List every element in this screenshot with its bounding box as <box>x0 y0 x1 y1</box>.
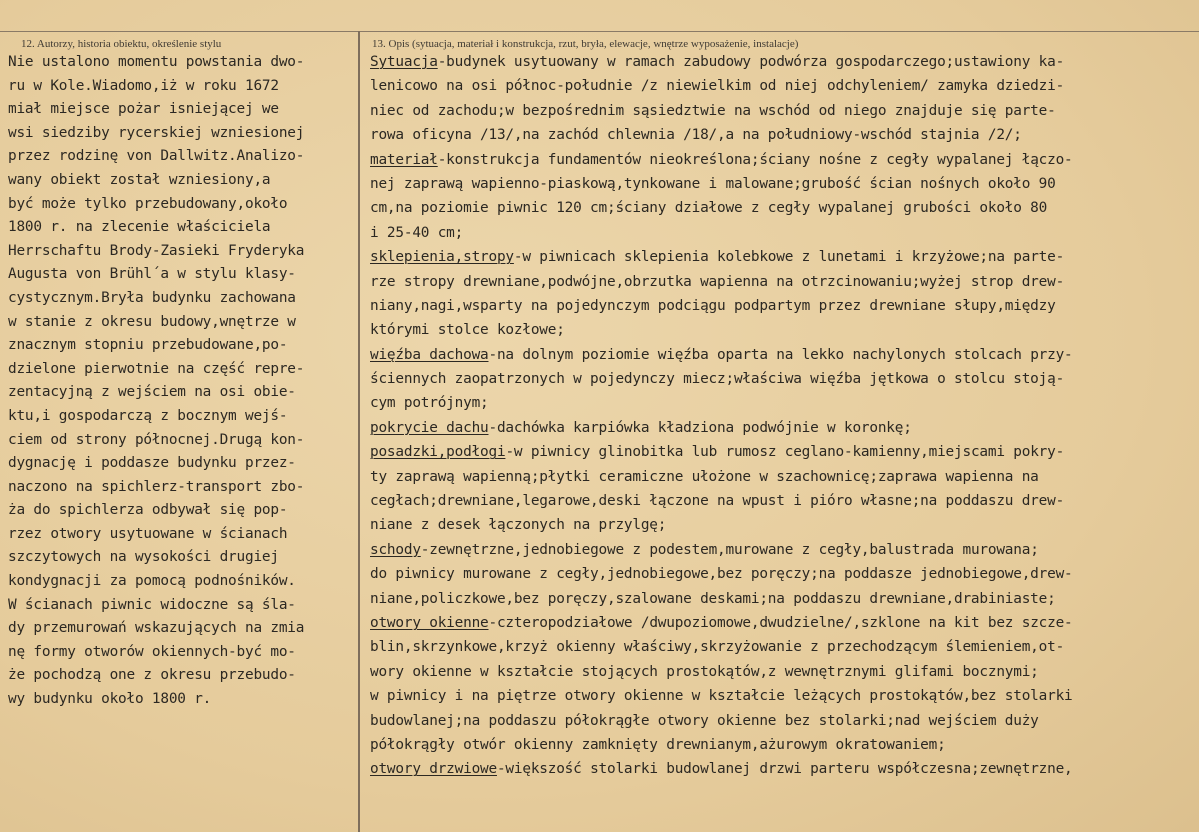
description-text-line <box>370 318 1198 342</box>
description-text: niany,nagi,wsparty na pojedynczym podciągu podpartym przez drewniane słupy,między <box>370 297 1056 314</box>
section-keyword: sklepienia,stropy <box>370 249 514 266</box>
section-keyword: otwory drzwiowe <box>370 761 497 778</box>
description-text: niane z desek łączonych na przylgę; <box>370 517 667 534</box>
section-keyword: otwory okienne <box>370 614 489 631</box>
description-text-line <box>370 587 1198 611</box>
description-text-line <box>370 489 1198 513</box>
description-text: blin,skrzynkowe,krzyż okienny właściwy,skrzyżowanie z przechodzącym ślemieniem,ot- <box>370 639 1065 656</box>
description-text: do piwnicy murowane z cegły,jednobiegowe,bez poręczy;na poddasze jednobiegowe,drew- <box>370 566 1073 583</box>
description-text-line <box>370 270 1198 294</box>
description-text-line <box>370 50 1198 74</box>
history-text-line: dy przemurowań wskazujących na zmia <box>8 620 305 637</box>
history-text-line: Nie ustalono momentu powstania dwo- <box>8 54 305 70</box>
description-text-line <box>370 391 1198 415</box>
description-text: i 25-40 cm; <box>370 224 464 241</box>
history-text-line: zentacyjną z wejściem na osi obie- <box>8 384 296 401</box>
description-text-line <box>370 538 1198 562</box>
section-keyword: materiał <box>370 151 438 168</box>
section-keyword: posadzki,podłogi <box>370 444 506 461</box>
description-text: -konstrukcja fundamentów nieokreślona;ściany nośne z cegły wypalanej łączo- <box>437 151 1073 168</box>
description-text: -dachówka karpiówka kładziona podwójnie w koronkę; <box>488 419 912 436</box>
description-text-line <box>370 611 1198 635</box>
description-text: -większość stolarki budowlanej drzwi parteru współczesna;zewnętrzne, <box>496 761 1073 778</box>
description-text: cym potrójnym; <box>370 395 489 412</box>
history-text-line: znacznym stopniu przebudowane,po- <box>8 337 288 354</box>
description-text: cm,na poziomie piwnic 120 cm;ściany działowe z cegły wypalanej grubości około 80 <box>370 200 1048 217</box>
history-column <box>8 51 353 712</box>
description-text-line <box>370 416 1198 440</box>
description-text-line <box>370 99 1198 123</box>
history-text-line: dzielone pierwotnie na część repre- <box>8 360 305 377</box>
history-text-line: wsi siedziby rycerskiej wzniesionej <box>8 124 305 141</box>
history-text-line: być może tylko przebudowany,około <box>8 195 288 212</box>
description-text: którymi stolce kozłowe; <box>370 322 565 339</box>
history-text-line: ru w Kole.Wiadomo,iż w roku 1672 <box>8 77 279 94</box>
description-text-line <box>370 660 1198 684</box>
description-text: -czteropodziałowe /dwupoziomowe,dwudzielne/,szklone na kit bez szcze- <box>488 614 1073 631</box>
description-text: rowa oficyna /13/,na zachód chlewnia /18/,a na południowy-wschód stajnia /2/; <box>370 127 1022 144</box>
description-text-line <box>370 148 1198 172</box>
description-text-line <box>370 123 1198 147</box>
description-text: -zewnętrzne,jednobiegowe z podestem,murowane z cegły,balustrada murowana; <box>420 541 1039 558</box>
description-text-line <box>370 757 1198 781</box>
description-text-line <box>370 635 1198 659</box>
description-text-line <box>370 709 1198 733</box>
section-12-header: 12. Autorzy, historia obiektu, określenie stylu <box>21 38 222 50</box>
description-text: -na dolnym poziomie więźba oparta na lekko nachylonych stolcach przy- <box>488 346 1073 363</box>
description-text: -w piwnicy glinobitka lub rumosz ceglano-kamienny,miejscami pokry- <box>505 444 1065 461</box>
description-text: lenicowo na osi północ-południe /z niewielkim od niej odchyleniem/ zamyka dziedzi- <box>370 78 1065 95</box>
description-text: -budynek usytuowany w ramach zabudowy podwórza gospodarczego;ustawiony ka- <box>437 54 1065 70</box>
section-keyword: Sytuacja <box>370 54 438 70</box>
history-text-line: kondygnacji za pomocą podnośników. <box>8 573 296 590</box>
description-text: cegłach;drewniane,legarowe,deski łączone na wpust i pióro własne;na poddaszu drew- <box>370 493 1065 510</box>
history-text-line: nę formy otworów okiennych-być mo- <box>8 643 296 660</box>
description-text-line <box>370 245 1198 269</box>
history-text-line: wany obiekt został wzniesiony,a <box>8 171 271 188</box>
header-divider <box>0 31 1199 32</box>
description-text: niec od zachodu;w bezpośrednim sąsiedztwie na wschód od niego znajduje się parte- <box>370 102 1056 119</box>
history-text-line: rzez otwory usytuowane w ścianach <box>8 525 288 542</box>
history-text-line: ża do spichlerza odbywał się pop- <box>8 502 288 519</box>
description-text: budowlanej;na poddaszu półokrągłe otwory okienne bez stolarki;nad wejściem duży <box>370 712 1039 729</box>
section-keyword: więźba dachowa <box>370 346 489 363</box>
history-text-line: Herrschaftu Brody-Zasieki Fryderyka <box>8 242 305 259</box>
description-text: rze stropy drewniane,podwójne,obrzutka wapienna na otrzcinowaniu;wyżej strop drew- <box>370 273 1065 290</box>
description-text: ty zaprawą wapienną;płytki ceramiczne ułożone w szachownicę;zaprawa wapienna na <box>370 468 1039 485</box>
description-text: -w piwnicach sklepienia kolebkowe z lunetami i krzyżowe;na parte- <box>513 249 1065 266</box>
section-13-header: 13. Opis (sytuacja, materiał i konstrukcja, rzut, bryła, elewacje, wnętrze wyposażenie, instalacje) <box>372 38 799 50</box>
description-text-line <box>370 172 1198 196</box>
section-keyword: schody <box>370 541 421 558</box>
description-text-line <box>370 465 1198 489</box>
description-text-line <box>370 221 1198 245</box>
history-text-line: 1800 r. na zlecenie właściciela <box>8 219 271 236</box>
history-text-line: w stanie z okresu budowy,wnętrze w <box>8 313 296 330</box>
history-text-line: przez rodzinę von Dallwitz.Analizo- <box>8 148 305 165</box>
description-text: ściennych zaopatrzonych w pojedynczy miecz;właściwa więźba jętkowa o stolcu stoją- <box>370 371 1065 388</box>
column-divider <box>358 31 360 832</box>
description-text: w piwnicy i na piętrze otwory okienne w kształcie leżących prostokątów,bez stolarki <box>370 688 1073 705</box>
description-text-line <box>370 684 1198 708</box>
history-text-line: W ścianach piwnic widoczne są śla- <box>8 596 296 613</box>
description-text-line <box>370 733 1198 757</box>
description-text-line <box>370 196 1198 220</box>
description-text-line <box>370 74 1198 98</box>
description-text: półokrągły otwór okienny zamknięty drewnianym,ażurowym okratowaniem; <box>370 736 946 753</box>
description-text: wory okienne w kształcie stojących prostokątów,z wewnętrznymi glifami bocznymi; <box>370 663 1039 680</box>
history-text-line: dygnację i poddasze budynku przez- <box>8 455 296 472</box>
history-text-line: że pochodzą one z okresu przebudo- <box>8 667 296 684</box>
description-text-line <box>370 513 1198 537</box>
description-text: niane,policzkowe,bez poręczy,szalowane deskami;na poddaszu drewniane,drabiniaste; <box>370 590 1056 607</box>
section-keyword: pokrycie dachu <box>370 419 489 436</box>
history-text-line: naczono na spichlerz-transport zbo- <box>8 478 305 495</box>
history-text-line: wy budynku około 1800 r. <box>8 691 212 708</box>
history-text-line: ktu,i gospodarczą z bocznym wejś- <box>8 407 288 424</box>
history-text-line: Augusta von Brühl´a w stylu klasy- <box>8 266 296 283</box>
history-text-line: cystycznym.Bryła budynku zachowana <box>8 289 296 306</box>
description-text-line <box>370 440 1198 464</box>
description-text-line <box>370 294 1198 318</box>
history-text-line: szczytowych na wysokości drugiej <box>8 549 279 566</box>
description-text-line <box>370 367 1198 391</box>
history-text-line: miał miejsce pożar isniejącej we <box>8 101 279 118</box>
description-column <box>370 50 1198 782</box>
description-text-line <box>370 562 1198 586</box>
description-text-line <box>370 343 1198 367</box>
description-text: nej zaprawą wapienno-piaskową,tynkowane i malowane;grubość ścian nośnych około 90 <box>370 175 1056 192</box>
history-text-line: ciem od strony północnej.Drugą kon- <box>8 431 305 448</box>
